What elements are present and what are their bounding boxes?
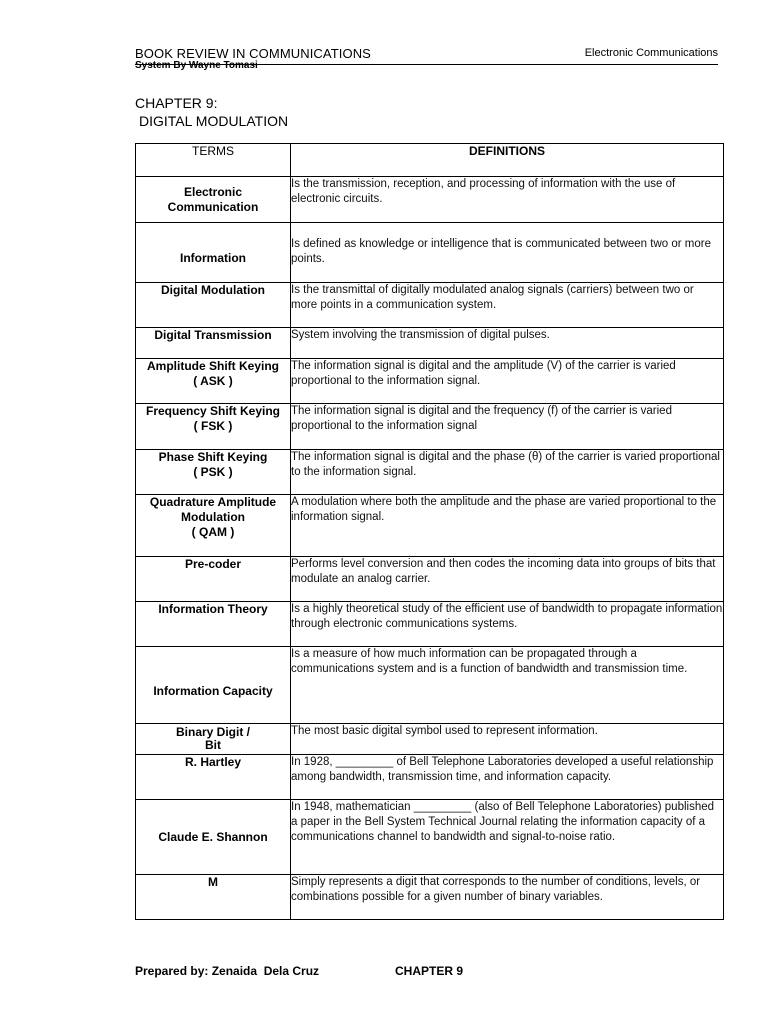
term-cell: Electronic Communication [136,177,291,223]
term-cell: Binary Digit / Bit [136,724,291,755]
definition-cell: Simply represents a digit that corresponds to the number of conditions, levels, or combinations possible for a given number of binary variables. [291,875,724,920]
term-cell: R. Hartley [136,755,291,800]
header-right-title: Electronic Communications [584,47,718,59]
table-row [136,875,724,920]
definition-cell: In 1928, _________ of Bell Telephone Laboratories developed a useful relationship among bandwidth, transmission time, and information capacity. [291,755,724,800]
term-cell: Claude E. Shannon [136,800,291,875]
definition-cell: A modulation where both the amplitude and the phase are varied proportional to the information signal. [291,495,724,557]
footer-chapter: CHAPTER 9 [395,964,464,978]
table-row [136,359,724,404]
table-row [136,450,724,495]
definition-cell: Is a measure of how much information can be propagated through a communications system and is a function of bandwidth and transmission time. [291,647,724,724]
table-row [136,755,724,800]
term-cell: Pre-coder [136,557,291,602]
footer-prepared-by: Prepared by: Zenaida Dela Cruz [135,964,320,978]
chapter-number: CHAPTER 9: [135,95,218,111]
table-row [136,328,724,359]
column-header-terms: TERMS [136,144,291,177]
chapter-title: DIGITAL MODULATION [139,113,289,129]
term-cell: Amplitude Shift Keying ( ASK ) [136,359,291,404]
definition-cell: Is a highly theoretical study of the efficient use of bandwidth to propagate information through electronic communications systems. [291,602,724,647]
definition-cell: The information signal is digital and the amplitude (V) of the carrier is varied proportional to the information signal. [291,359,724,404]
definition-cell: The most basic digital symbol used to represent information. [291,724,724,755]
table-row [136,404,724,450]
page-header [135,46,371,71]
definition-cell: The information signal is digital and the frequency (f) of the carrier is varied proportional to the information signal [291,404,724,450]
definition-cell: Is the transmission, reception, and processing of information with the use of electronic circuits. [291,177,724,223]
term-cell: Frequency Shift Keying ( FSK ) [136,404,291,450]
definition-cell: In 1948, mathematician _________ (also of Bell Telephone Laboratories) published a paper in the Bell System Technical Journal relating the information capacity of a communications channel to bandwidth and signal-to-noise ratio. [291,800,724,875]
table-row [136,724,724,755]
table-row [136,647,724,724]
table-row [136,283,724,328]
term-cell: Phase Shift Keying ( PSK ) [136,450,291,495]
table-row [136,177,724,223]
table-row [136,602,724,647]
definition-cell: System involving the transmission of digital pulses. [291,328,724,359]
table-row [136,223,724,283]
term-cell: Information Capacity [136,647,291,724]
table-row [136,495,724,557]
table-header-row [136,144,724,177]
column-header-definitions: DEFINITIONS [291,144,724,177]
term-cell: Digital Modulation [136,283,291,328]
definition-cell: The information signal is digital and the phase (θ) of the carrier is varied proportional to the information signal. [291,450,724,495]
header-divider [135,64,718,65]
term-cell: Digital Transmission [136,328,291,359]
terms-table [135,143,724,920]
definition-cell: Performs level conversion and then codes the incoming data into groups of bits that modulate an analog carrier. [291,557,724,602]
table-row [136,557,724,602]
chapter-heading [135,94,288,130]
definition-cell: Is defined as knowledge or intelligence that is communicated between two or more points. [291,223,724,283]
definition-cell: Is the transmittal of digitally modulated analog signals (carriers) between two or more points in a communication system. [291,283,724,328]
term-cell: Information [136,223,291,283]
header-title: BOOK REVIEW IN COMMUNICATIONS [135,46,371,61]
table-row [136,800,724,875]
term-cell: M [136,875,291,920]
term-cell: Information Theory [136,602,291,647]
term-cell: Quadrature Amplitude Modulation ( QAM ) [136,495,291,557]
header-subtitle: System By Wayne Tomasi [135,60,258,71]
